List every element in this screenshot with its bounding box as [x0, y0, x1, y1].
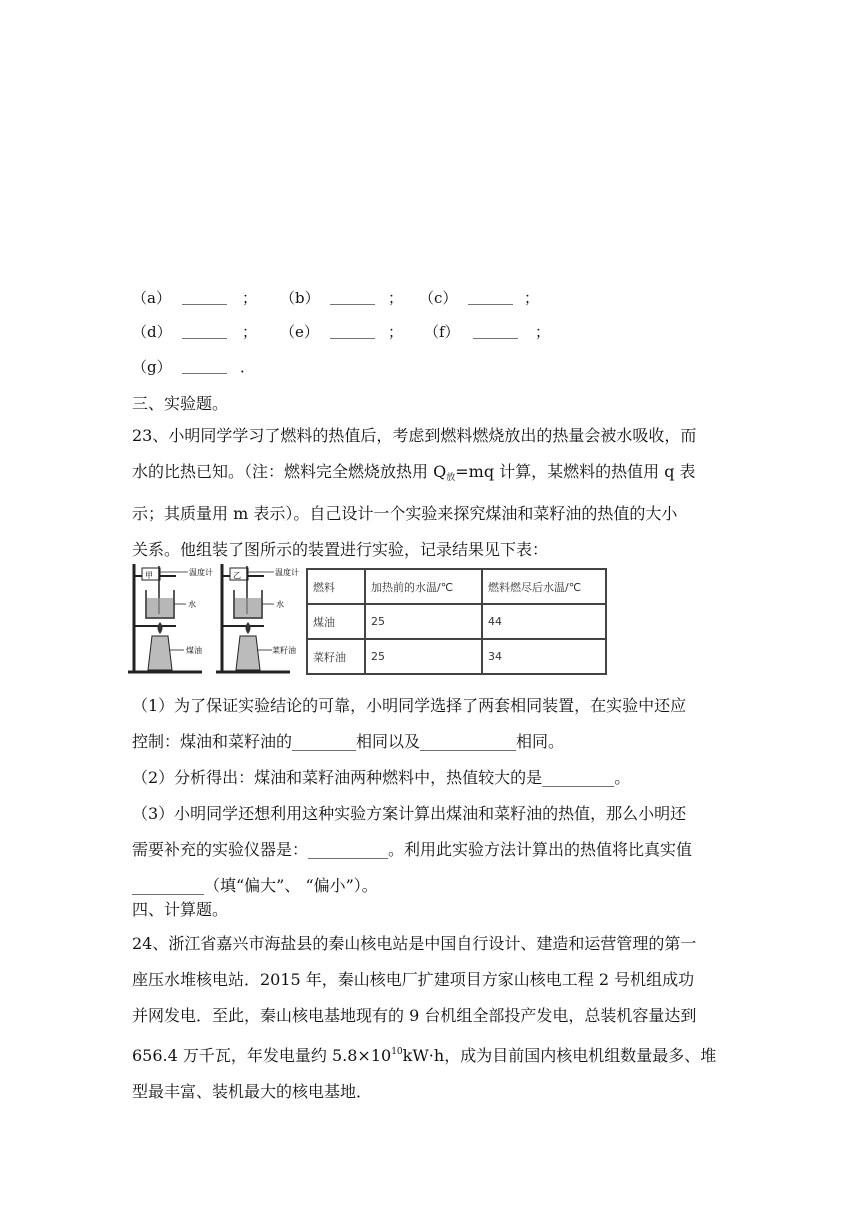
blank-e[interactable]: ______: [330, 321, 375, 339]
blank-sep-e: ；: [388, 323, 404, 341]
sub-question-3-blank-2[interactable]: _________: [132, 876, 204, 895]
sub-question-3-line-2: [132, 832, 732, 868]
question-23-subquestions: [132, 688, 732, 904]
q23-line-1: 23、小明同学学习了燃料的热值后，考虑到燃料燃烧放出的热量会被水吸收，而: [132, 426, 697, 445]
blank-d[interactable]: ______: [182, 321, 227, 339]
blank-sep-a: ；: [242, 289, 258, 307]
results-table: [306, 568, 607, 675]
table-header-cell: 燃料: [307, 569, 365, 604]
sub-question-1-blank-1[interactable]: ________: [292, 732, 357, 751]
sub-question-3-text-b: 。利用此实验方法计算出的热值将比真实值: [388, 840, 693, 859]
blank-label-c: （c）: [419, 289, 458, 307]
apparatus-left-thermometer-label: 温度计: [189, 568, 213, 577]
q24-line-5: 型最丰富、装机最大的核电基地．: [132, 1082, 373, 1101]
apparatus-right: [216, 564, 299, 672]
apparatus-left-tag: 甲: [145, 571, 153, 580]
question-24: [132, 926, 732, 1110]
apparatus-right-water-label: 水: [276, 600, 284, 609]
sub-question-3-blank-1[interactable]: __________: [308, 840, 389, 859]
q24-line-2: 座压水堆核电站．2015 年，秦山核电厂扩建项目方家山核电工程 2 号机组成功: [132, 970, 695, 989]
apparatus-right-tag: 乙: [233, 571, 241, 580]
apparatus-left-water-label: 水: [188, 600, 196, 609]
apparatus-right-thermometer-label: 温度计: [275, 568, 299, 577]
q24-line-4-exponent: 10: [391, 1047, 403, 1057]
q23-line-4: 关系。他组装了图所示的装置进行实验，记录结果见下表：: [132, 540, 549, 559]
blank-sep-d: ；: [242, 323, 258, 341]
table-cell: 34: [482, 639, 606, 674]
section-title-calculation: 四、计算题。: [132, 900, 229, 919]
blank-sep-b: ；: [388, 289, 404, 307]
apparatus-left-fuel-label: 煤油: [186, 646, 202, 655]
q24-line-4-text-a: 656.4 万千瓦，年发电量约 5.8×10: [132, 1046, 392, 1065]
table-cell: 煤油: [307, 604, 365, 639]
blank-label-e: （e）: [280, 323, 319, 341]
apparatus-right-fuel-label: 菜籽油: [272, 646, 296, 655]
blank-c[interactable]: ______: [468, 287, 513, 305]
blank-g[interactable]: ______: [182, 356, 227, 374]
experiment-apparatus-figure: [128, 560, 304, 680]
table-row: [307, 639, 606, 674]
table-cell: 25: [365, 604, 482, 639]
table-cell: 菜籽油: [307, 639, 365, 674]
sub-question-1-blank-2[interactable]: ____________: [420, 732, 517, 751]
blank-label-f: （f）: [424, 323, 460, 341]
sub-question-3-line-3: [132, 868, 732, 904]
section-title-experiment: 三、实验题。: [132, 394, 229, 413]
table-header-cell: 加热前的水温/℃: [365, 569, 482, 604]
sub-question-1-text-a: 控制：煤油和菜籽油的: [132, 732, 293, 751]
sub-question-1-line-1: （1）为了保证实验结论的可靠，小明同学选择了两套相同装置，在实验中还应: [132, 696, 687, 715]
blank-a[interactable]: ______: [182, 287, 227, 305]
table-header-row: [307, 569, 606, 604]
q24-line-4-text-b: kW·h，成为目前国内核电机组数量最多、堆: [402, 1046, 717, 1065]
q24-line-4: [132, 1034, 732, 1074]
sub-question-3-text-a: 需要补充的实验仪器是：: [132, 840, 309, 859]
sub-question-2-text-b: 。: [614, 768, 631, 787]
blank-label-g: （g）: [132, 358, 172, 376]
blank-sep-f: ；: [535, 323, 551, 341]
q23-line-2-subscript: 放: [446, 473, 456, 483]
sub-question-2-blank[interactable]: _________: [542, 768, 615, 787]
blank-b[interactable]: ______: [330, 287, 375, 305]
question-23-intro: [132, 418, 732, 568]
table-cell: 44: [482, 604, 606, 639]
sub-question-3-line-1: （3）小明同学还想利用这种实验方案计算出煤油和菜籽油的热值，那么小明还: [132, 804, 687, 823]
table-cell: 25: [365, 639, 482, 674]
blank-label-b: （b）: [280, 289, 320, 307]
blank-sep-c: ；: [524, 289, 540, 307]
table-header-cell: 燃料燃尽后水温/℃: [482, 569, 606, 604]
q23-line-2-part-b: =mq 计算，某燃料的热值用 q 表: [455, 462, 696, 481]
sub-question-2: [132, 760, 732, 796]
q23-line-3: 示；其质量用 m 表示）。自己设计一个实验来探究煤油和菜籽油的热值的大小: [132, 504, 678, 523]
q24-line-1: 24、浙江省嘉兴市海盐县的秦山核电站是中国自行设计、建造和运营管理的第一: [132, 934, 697, 953]
sub-question-1-text-b: 相同以及: [356, 732, 421, 751]
blank-f[interactable]: ______: [473, 321, 518, 339]
sub-question-1-line-2: [132, 724, 732, 760]
sub-question-1-text-c: 相同。: [516, 732, 565, 751]
sub-question-2-text-a: （2）分析得出：煤油和菜籽油两种燃料中，热值较大的是: [132, 768, 543, 787]
sub-question-3-text-c: （填“偏大”、 “偏小”）。: [204, 876, 378, 895]
table-row: [307, 604, 606, 639]
blank-label-a: （a）: [132, 289, 171, 307]
q24-line-3: 并网发电．至此，秦山核电基地现有的 9 台机组全部投产发电，总装机容量达到: [132, 1006, 697, 1025]
blank-sep-g: ．: [240, 358, 256, 376]
q23-line-2-part-a: 水的比热已知。（注：燃料完全燃烧放热用 Q: [132, 462, 447, 481]
q23-line-2: [132, 454, 732, 496]
blank-label-d: （d）: [132, 323, 172, 341]
apparatus-left: [128, 564, 213, 672]
